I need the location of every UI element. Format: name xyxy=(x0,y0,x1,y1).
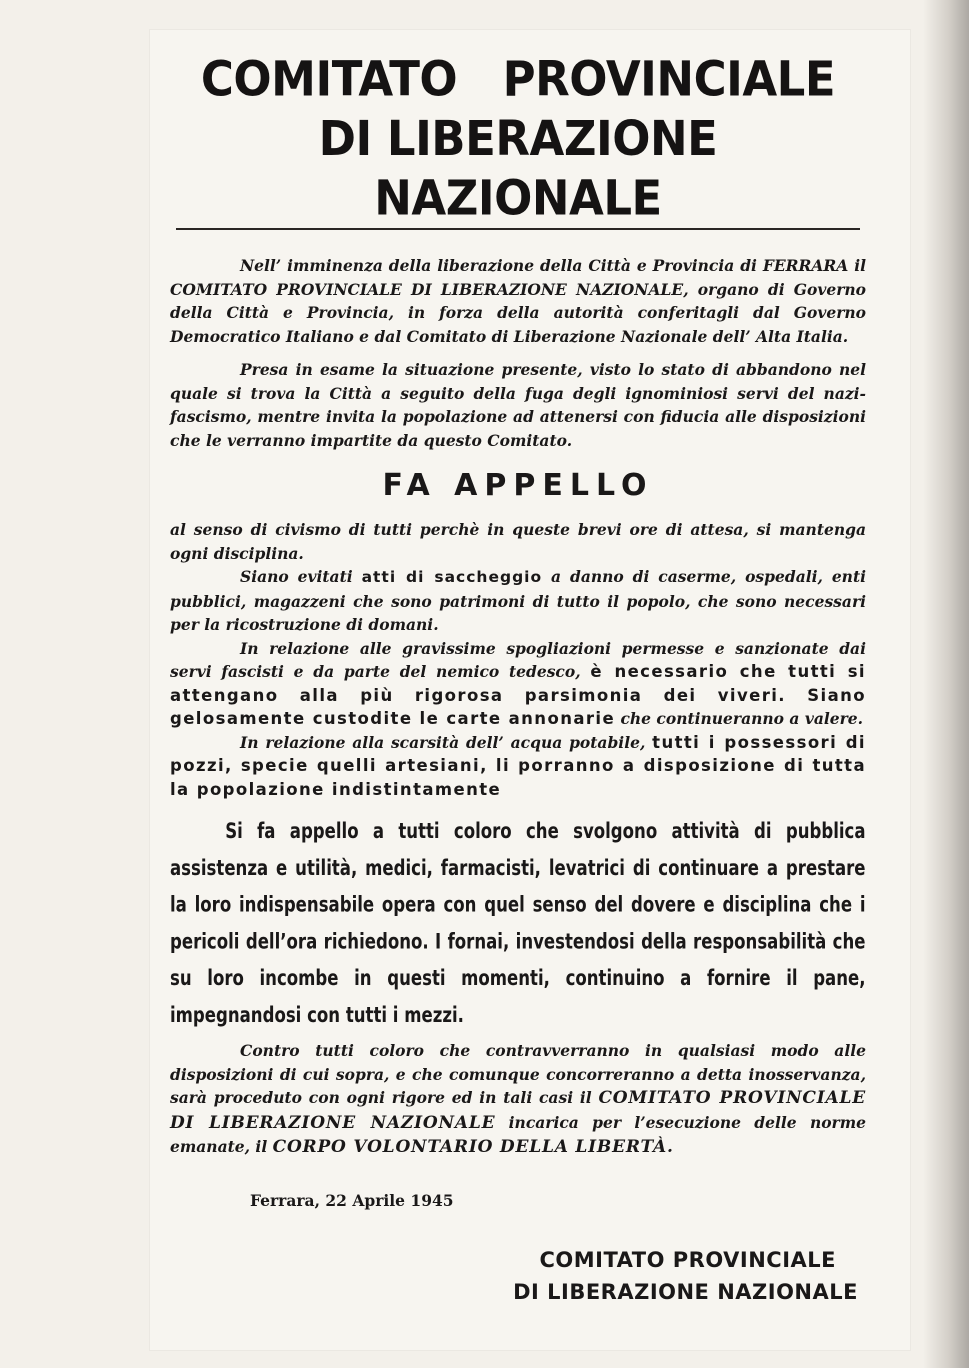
saccheggio-text-pre: Siano evitati xyxy=(240,567,362,586)
poster-title xyxy=(170,50,866,228)
civismo-paragraph: al senso di civismo di tutti perchè in queste brevi ore di attesa, si mantenga ogni disciplina. xyxy=(170,520,866,563)
date-line: Ferrara, 22 Aprile 1945 xyxy=(250,1190,454,1210)
signature-line-2: DI LIBERAZIONE NAZIONALE xyxy=(513,1279,858,1304)
warning-text-pre: Contro tutti coloro che contravverranno in qualsiasi modo alle disposizioni di cui sopra, e che comunque concorreranno a detta inosservanza, sarà proceduto con ogni rigore ed in tali casi il xyxy=(170,1041,866,1107)
title-line-2: DI LIBERAZIONE NAZIONALE xyxy=(318,110,718,226)
services-appeal-text: Si fa appello a tutti coloro che svolgono attività di pubblica assistenza e utilità, medici, farmacisti, levatrici di continuare a prestare la loro indispensabile opera con quel senso del dovere e disciplina che i pericoli dell’ora richiedono. I fornai, investendosi della responsabilità che su loro incombe in questi momenti, continuino a fornire il pane, impegnandosi con tutti i mezzi. xyxy=(170,818,866,1028)
viveri-text-pre: In relazione alle gravissime spogliazioni permesse e sanzionate dai servi fascisti e da parte del nemico tedesco, xyxy=(170,638,866,681)
saccheggio-text-post: a danno di caserme, ospedali, enti pubblici, magazzeni che sono patrimoni di tutto il popolo, che sono necessari per la ricostruzione di domani. xyxy=(170,567,866,634)
intro-paragraph: Nell’ imminenza della liberazione della Città e Provincia di FERRARA il COMITATO PROVINCIALE DI LIBERAZIONE NAZIONALE, organo di Governo della Città e Provincia, in forza della autorità conferitagli dal Governo Democratico Italiano e dal Comitato di Liberazione Nazionale dell’ Alta Italia. xyxy=(170,256,866,346)
warning-corps-name: CORPO VOLONTARIO DELLA LIBERTÀ. xyxy=(272,1137,674,1157)
situation-paragraph: Presa in esame la situazione presente, visto lo stato di abbandono nel quale si trova la Città a seguito della fuga degli ignominiosi servi del nazi-fascismo, mentre invita la popolazione ad attenersi con fiducia alle disposizioni che le verranno impartite da questo Comitato. xyxy=(170,360,866,450)
saccheggio-paragraph xyxy=(170,565,866,637)
warning-committee-name: COMITATO PROVINCIALE DI LIBERAZIONE NAZIONALE xyxy=(170,1088,866,1133)
acqua-emphasis: tutti i possessori di pozzi, specie quelli artesiani, li porranno a disposizione di tutta la popolazione indistintamente xyxy=(170,732,866,799)
signature-line-1: COMITATO PROVINCIALE xyxy=(539,1247,836,1272)
acqua-paragraph xyxy=(170,731,866,802)
title-divider xyxy=(176,228,860,230)
signature-block xyxy=(170,1244,858,1308)
services-appeal-paragraph xyxy=(170,813,866,1034)
acqua-text-pre: In relazione alla scarsità dell’ acqua potabile, xyxy=(240,732,653,752)
viveri-emphasis: è necessario che tutti si attengano alla più rigorosa parsimonia dei viveri. Siano gelosamente custodite le carte annonarie xyxy=(170,662,866,728)
saccheggio-emphasis: atti di saccheggio xyxy=(361,568,543,586)
poster-content xyxy=(170,50,866,1308)
viveri-text-post: che continueranno a valere. xyxy=(615,709,864,728)
warning-text-mid: incarica per l’esecuzione delle norme emanate, il xyxy=(170,1112,866,1156)
book-binding-shadow xyxy=(923,0,969,1368)
appello-heading: FA APPELLO xyxy=(382,468,654,503)
viveri-paragraph xyxy=(170,637,866,731)
title-line-1: COMITATO PROVINCIALE xyxy=(200,51,836,108)
warning-paragraph xyxy=(170,1039,866,1160)
